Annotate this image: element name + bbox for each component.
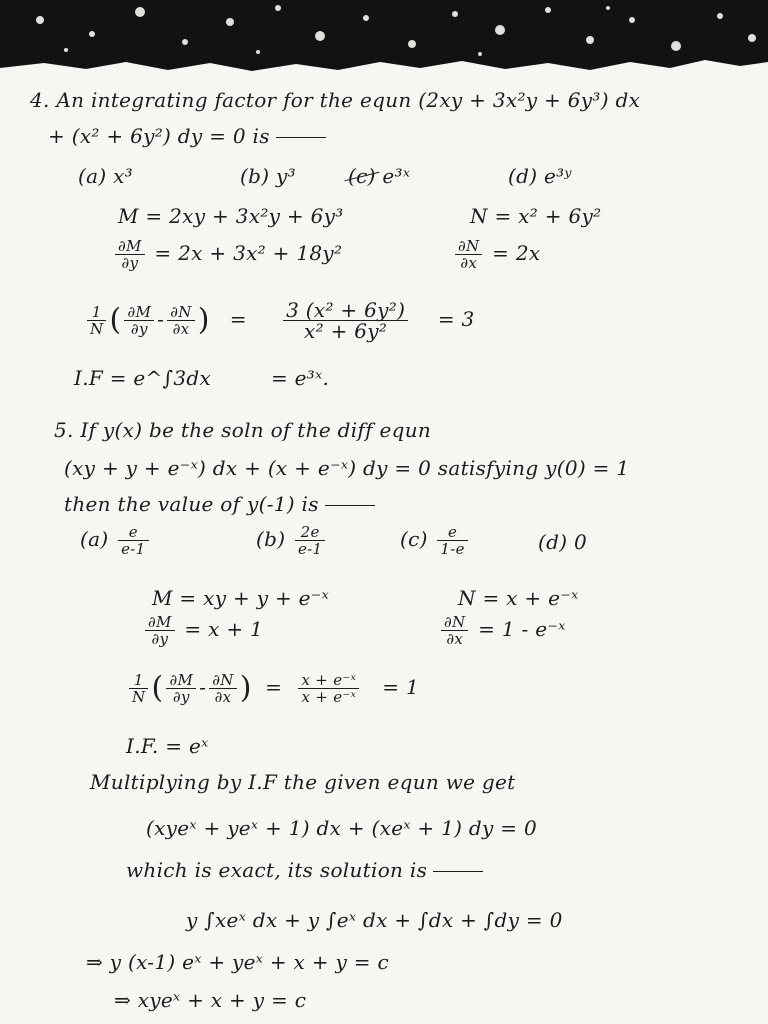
q5-ratio-value: = 1 — [382, 675, 419, 699]
q4-question-text-2: + (x² + 6y²) dy = 0 is — [48, 124, 270, 148]
q4-N-equation: N = x² + 6y² — [470, 204, 602, 228]
q4-dNdx-fraction: $\frac{\partial N}{\partial x}$ — [455, 238, 482, 271]
q4-option-b: (b) y³ — [240, 164, 296, 188]
q5-integrating-factor: I.F. = eˣ — [126, 734, 209, 758]
q5-option-b: (b) $\frac{2e}{e-1}$ — [256, 524, 328, 557]
q5-exact-equation: (xyeˣ + yeˣ + 1) dx + (xeˣ + 1) dy = 0 — [146, 816, 538, 840]
q4-if-value: = e³ˣ. — [270, 366, 330, 390]
q5-answer-blank — [325, 505, 375, 506]
q5-option-d: (d) 0 — [538, 530, 587, 554]
q4-dN-dx — [452, 238, 540, 271]
q5-question-line2: (xy + y + e⁻ˣ) dx + (x + e⁻ˣ) dy = 0 satisfying y(0) = 1 — [64, 456, 630, 480]
q4-option-c — [348, 164, 410, 188]
q5-exact-blank — [433, 871, 483, 872]
q4-if-expression: I.F = e^∫3dx — [74, 366, 212, 390]
q5-N-equation: N = x + e⁻ˣ — [458, 586, 579, 610]
q5-integral-line: y ∫xeˣ dx + y ∫eˣ dx + ∫dx + ∫dy = 0 — [186, 908, 563, 932]
q5-dNdx-value: = 1 - e⁻ˣ — [478, 617, 566, 641]
q5-question-text-3: then the value of y(-1) is — [64, 492, 319, 516]
q4-answer-blank — [276, 137, 326, 138]
q5-integrating-ratio: $\frac{1}{N}$ ( $\frac{\partial M}{\partial y}$ - $\frac{\partial N}{\partial x}$ ) = $\frac{\text{x + e⁻ˣ}}{\text{x + e⁻ˣ}}$ = 1 — [126, 672, 419, 705]
q4-dMdy-value: = 2x + 3x² + 18y² — [154, 241, 343, 265]
q4-dNdx-value: = 2x — [492, 241, 541, 265]
q5-dMdy-value: = x + 1 — [184, 617, 264, 641]
q5-option-c: (c) $\frac{e}{1-e}$ — [400, 524, 471, 557]
q4-dMdy-fraction: $\frac{\partial M}{\partial y}$ — [115, 238, 145, 271]
q4-M-equation: M = 2xy + 3x²y + 6y³ — [118, 204, 344, 228]
q4-question-line2 — [48, 124, 326, 148]
q4-option-c-value: e³ˣ — [382, 164, 411, 188]
q4-integrating-factor — [74, 366, 329, 390]
q5-question-line1 — [54, 418, 431, 442]
q4-ratio-value: = 3 — [437, 307, 475, 331]
q4-number: 4. — [30, 88, 50, 112]
q5-dN-dx — [438, 614, 566, 647]
q4-dM-dy — [112, 238, 342, 271]
q5-dM-dy — [142, 614, 263, 647]
q5-ratio-fraction: $\frac{\text{x + e⁻ˣ}}{\text{x + e⁻ˣ}}$ — [298, 672, 359, 705]
q5-question-line3 — [64, 492, 375, 516]
q5-multiply-text: Multiplying by I.F the given equn we get — [90, 770, 516, 794]
q4-question-text: An integrating factor for the equn (2xy + 3x²y + 6y³) dx — [56, 88, 641, 112]
q5-number: 5. — [54, 418, 74, 442]
q4-one-over-N: $\frac{1}{N}$ — [87, 304, 106, 337]
q4-integrating-ratio: $\frac{1}{N}$ ( $\frac{\partial M}{\partial y}$ - $\frac{\partial N}{\partial x}$ ) = $\frac{\text{3 (x² + 6y²)}}{\text{x² + 6y²}}$ = 3 — [84, 300, 475, 341]
q5-dNdx-fraction: $\frac{\partial N}{\partial x}$ — [441, 614, 468, 647]
q4-ratio-fraction: $\frac{\text{3 (x² + 6y²)}}{\text{x² + 6y²}}$ — [283, 300, 408, 341]
q5-solution-step1: ⇒ y (x-1) eˣ + yeˣ + x + y = c — [86, 950, 389, 974]
q5-one-over-N: $\frac{1}{N}$ — [129, 672, 148, 705]
q5-dMdy-fraction: $\frac{\partial M}{\partial y}$ — [145, 614, 175, 647]
q5-question-text: If y(x) be the soln of the diff equn — [80, 418, 432, 442]
q5-M-equation: M = xy + y + e⁻ˣ — [152, 586, 330, 610]
torn-page-edge — [0, 0, 768, 80]
q4-option-a: (a) x³ — [78, 164, 133, 188]
q5-exact-text: which is exact, its solution is — [126, 858, 483, 882]
q4-option-d: (d) e³ʸ — [508, 164, 572, 188]
q5-solution-step2: ⇒ xyeˣ + x + y = c — [114, 988, 307, 1012]
q4-option-c-label: (c) — [348, 164, 376, 188]
q5-option-a: (a) $\frac{e}{e-1}$ — [80, 524, 152, 557]
q4-question-line1 — [30, 88, 640, 112]
